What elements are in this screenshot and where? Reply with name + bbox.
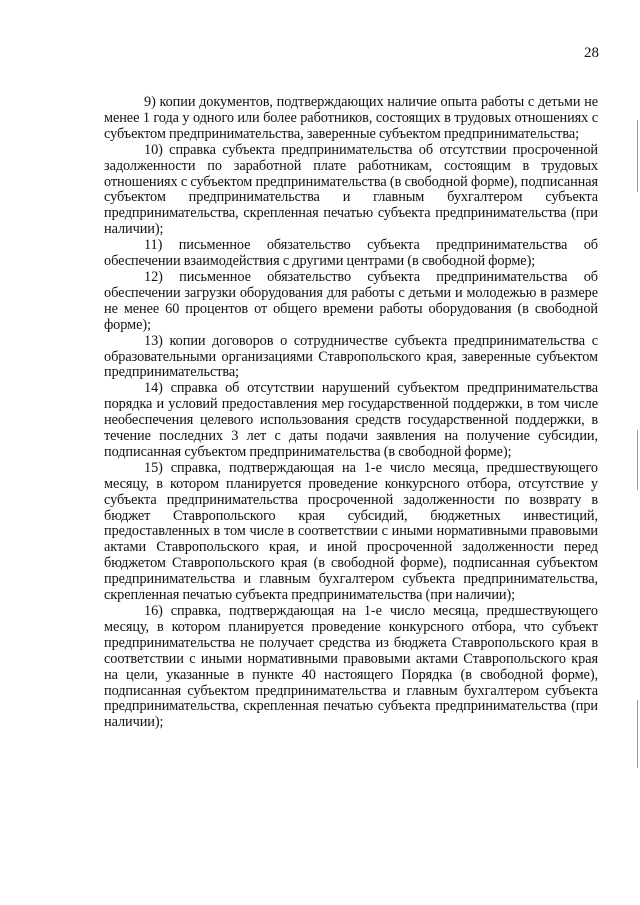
document-body xyxy=(104,95,598,731)
paragraph-item-13: 13) копии договоров о сотрудничестве субъекта предпринимательства с образовательными организациями Ставропольского края, заверенные субъектом предпринимательства; xyxy=(104,332,598,381)
paragraph-item-10: 10) справка субъекта предпринимательства об отсутствии просроченной задолженности по заработной плате работникам, состоящим в трудовых отношениях с субъектом предпринимательства (в свободной форме), подписанная субъектом предпринимательства и главным бухгалтером субъекта предпринимательства, скрепленная печатью субъекта предпринимательства (при наличии); xyxy=(104,141,598,238)
scan-edge-mark-bottom xyxy=(637,700,638,768)
paragraph-item-16: 16) справка, подтверждающая на 1-е число месяца, предшествующего месяцу, в котором планируется проведение конкурсного отбора, что субъект предпринимательства не получает средства из бюджета Ставропольского края в соответствии с иными нормативными правовыми актами Ставропольского края на цели, указанные в пункте 40 настоящего Порядка (в свободной форме), подписанная субъектом предпринимательства и главным бухгалтером субъекта предпринимательства, скрепленная печатью субъекта предпринимательства (при наличии); xyxy=(104,603,598,731)
page-number: 28 xyxy=(584,45,599,61)
scan-edge-mark-middle xyxy=(637,430,638,490)
paragraph-item-12: 12) письменное обязательство субъекта предпринимательства об обеспечении загрузки оборудования для работы с детьми и молодежью в размере не менее 60 процентов от общего времени работы оборудования (в свободной форме); xyxy=(104,268,598,333)
scan-edge-mark-top xyxy=(637,120,638,192)
paragraph-item-15: 15) справка, подтверждающая на 1-е число месяца, предшествующего месяцу, в котором планируется проведение конкурсного отбора, отсутствие у субъекта предпринимательства просроченной задолженности по возврату в бюджет Ставропольского края субсидий, бюджетных инвестиций, предоставленных в том числе в соответствии с иными нормативными правовыми актами Ставропольского края, и иной просроченной задолженности перед бюджетом Ставропольского края (в свободной форме), подписанная субъектом предпринимательства и главным бухгалтером субъекта предпринимательства, скрепленная печатью субъекта предпринимательства (при наличии); xyxy=(104,459,598,604)
paragraph-item-9: 9) копии документов, подтверждающих наличие опыта работы с детьми не менее 1 года у одного или более работников, состоящих в трудовых отношениях с субъектом предпринимательства, заверенные субъектом предпринимательства; xyxy=(104,94,598,142)
paragraph-item-14: 14) справка об отсутствии нарушений субъектом предпринимательства порядка и условий предоставления мер государственной поддержки, в том числе необеспечения целевого использования средств государственной поддержки, в течение последних 3 лет с даты подачи заявления на получение субсидии, подписанная субъектом предпринимательства (в свободной форме); xyxy=(104,380,598,460)
paragraph-item-11: 11) письменное обязательство субъекта предпринимательства об обеспечении взаимодействия с другими центрами (в свободной форме); xyxy=(104,237,598,270)
